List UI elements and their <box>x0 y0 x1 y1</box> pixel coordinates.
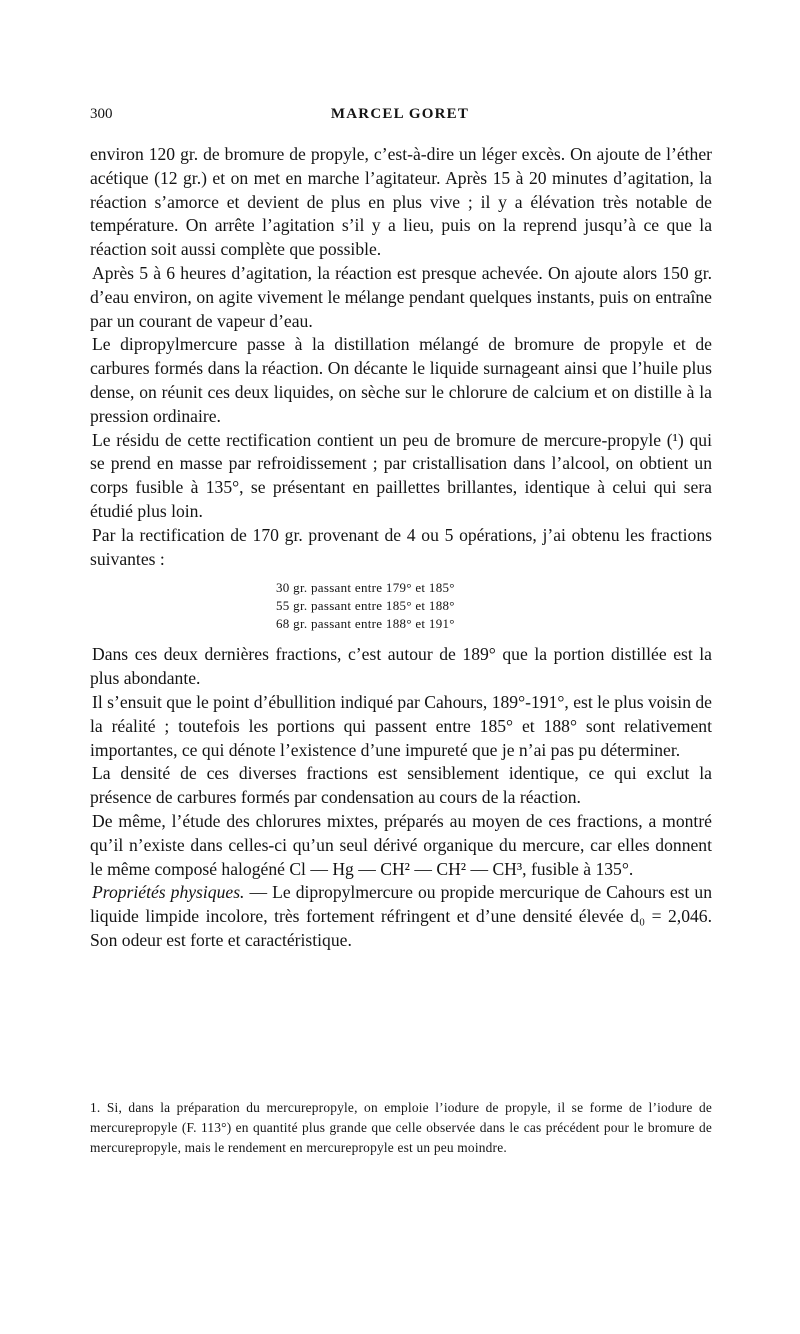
running-title: MARCEL GORET <box>330 106 470 122</box>
footnote: 1. Si, dans la préparation du mercurepropyle, on emploie l’iodure de propyle, il se forme de l’iodure de mercurepropyle (F. 113°) en quantité plus grande que celle observée dans le cas précédent pour le bromure de mercurepropyle, mais le rendement en mercurepropyle est un peu moindre. <box>90 1100 712 1155</box>
page-number: 300 <box>90 106 113 122</box>
paragraph <box>90 881 712 952</box>
paragraph: Il s’ensuit que le point d’ébullition indiqué par Cahours, 189°-191°, est le plus voisin de la réalité ; toutefois les portions qui passent entre 185° et 188° sont relativement importantes, ce qui dénote l’existence d’une impureté que je n’ai pas pu déterminer. <box>90 691 712 760</box>
fraction-row: 30 gr. passant entre 179° et 185° <box>276 580 455 596</box>
paragraph: environ 120 gr. de bromure de propyle, c’est-à-dire un léger excès. On ajoute de l’éther acétique (12 gr.) et on met en marche l’agitateur. Après 15 à 20 minutes d’agitation, la réaction s’amorce et devient de plus en plus vive ; il y a élévation très notable de température. On arrête l’agitation s’il y a lieu, puis on la reprend jusqu’à ce que la réaction soit aussi complète que possible. <box>90 144 712 260</box>
page-header <box>90 106 710 128</box>
paragraph: Après 5 à 6 heures d’agitation, la réaction est presque achevée. On ajoute alors 150 gr. d’eau environ, on agite vivement le mélange pendant quelques instants, puis on entraîne par un courant de vapeur d’eau. <box>90 262 712 331</box>
fractions-list <box>276 579 712 633</box>
paragraph: La densité de ces diverses fractions est sensiblement identique, ce qui exclut la présence de carbures formés par condensation au cours de la réaction. <box>90 763 712 808</box>
fraction-row: 68 gr. passant entre 188° et 191° <box>276 616 455 632</box>
paragraph: Dans ces deux dernières fractions, c’est autour de 189° que la portion distillée est la plus abondante. <box>90 644 712 689</box>
paragraph-text: — Le dipropylmercure ou propide mercurique de Cahours est un liquide limpide incolore, très fortement réfringent et d’une densité élevée d₀ = 2,046. Son odeur est forte et caractéristique. <box>90 882 712 950</box>
paragraph: Le dipropylmercure passe à la distillation mélangé de bromure de propyle et de carbures formés dans la réaction. On décante le liquide surnageant ainsi que l’huile plus dense, on réunit ces deux liquides, on sèche sur le chlorure de calcium et on distille à la pression ordinaire. <box>90 334 712 426</box>
paragraph: Le résidu de cette rectification contient un peu de bromure de mercure-propyle (¹) qui se prend en masse par refroidissement ; par cristallisation dans l’alcool, on obtient un corps fusible à 135°, se présentant en paillettes brillantes, identique à celui qui sera étudié plus loin. <box>90 429 712 521</box>
section-lead: Propriétés physiques. <box>92 882 245 903</box>
fraction-row: 55 gr. passant entre 185° et 188° <box>276 598 455 614</box>
paragraph: De même, l’étude des chlorures mixtes, préparés au moyen de ces fractions, a montré qu’il n’existe dans celles-ci qu’un seul dérivé organique du mercure, car elles donnent le même composé halogéné Cl — Hg — CH² — CH² — CH³, fusible à 135°. <box>90 810 712 879</box>
paragraph: Par la rectification de 170 gr. provenant de 4 ou 5 opérations, j’ai obtenu les fractions suivantes : <box>90 524 712 569</box>
main-text <box>90 143 712 953</box>
